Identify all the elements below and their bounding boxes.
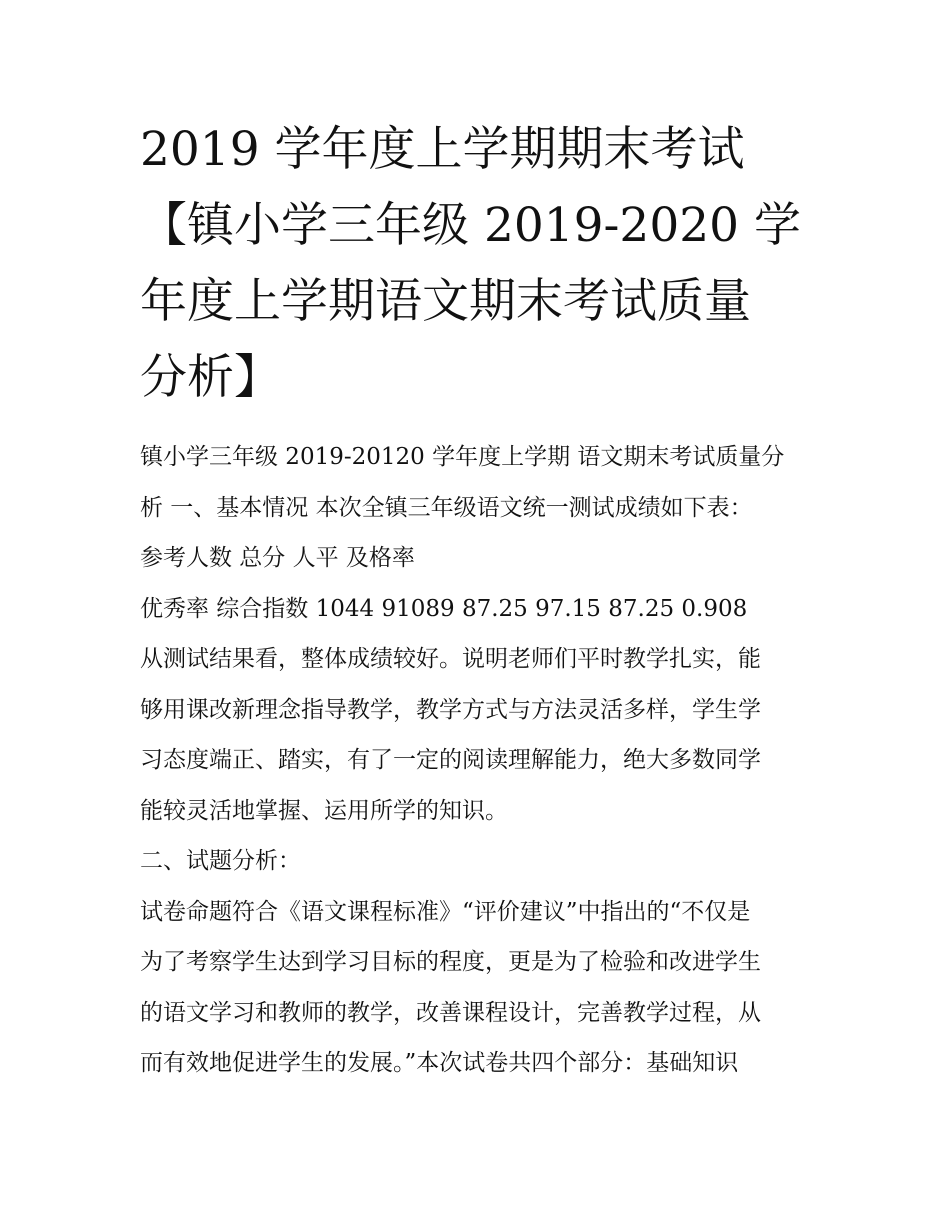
body-line-10: 试卷命题符合《语文课程标准》“评价建议”中指出的“不仅是	[140, 898, 751, 925]
body-line-11: 为了考察学生达到学习目标的程度，更是为了检验和改进学生	[140, 949, 761, 975]
title-line-4: 分析】	[140, 350, 281, 405]
body-line-3: 参考人数 总分 人平 及格率	[140, 545, 415, 571]
body-line-12: 的语文学习和教师的教学，改善课程设计，完善教学过程，从	[140, 999, 761, 1026]
body-line-4: 优秀率 综合指数 1044 91089 87.25 97.15 87.25 0.908	[140, 595, 748, 622]
body-line-7: 习态度端正、踏实，有了一定的阅读理解能力，绝大多数同学	[140, 747, 761, 773]
body-line-1: 镇小学三年级 2019-20120 学年度上学期 语文期末考试质量分	[140, 444, 785, 470]
body-line-8: 能较灵活地掌握、运用所学的知识。	[140, 797, 508, 824]
document-body	[140, 432, 830, 1089]
title-line-1: 2019 学年度上学期期末考试	[140, 122, 745, 177]
title-line-2: 【镇小学三年级 2019-2020 学	[140, 198, 801, 253]
body-line-5: 从测试结果看，整体成绩较好。说明老师们平时教学扎实，能	[140, 646, 761, 672]
title-line-3: 年度上学期语文期末考试质量	[140, 274, 751, 329]
body-line-9: 二、试题分析：	[140, 848, 301, 874]
body-line-6: 够用课改新理念指导教学，教学方式与方法灵活多样，学生学	[140, 696, 761, 723]
body-line-13: 而有效地促进学生的发展。”本次试卷共四个部分：基础知识	[140, 1050, 739, 1076]
body-line-2: 析 一、基本情况 本次全镇三年级语文统一测试成绩如下表：	[140, 494, 753, 521]
document-title	[140, 112, 820, 416]
